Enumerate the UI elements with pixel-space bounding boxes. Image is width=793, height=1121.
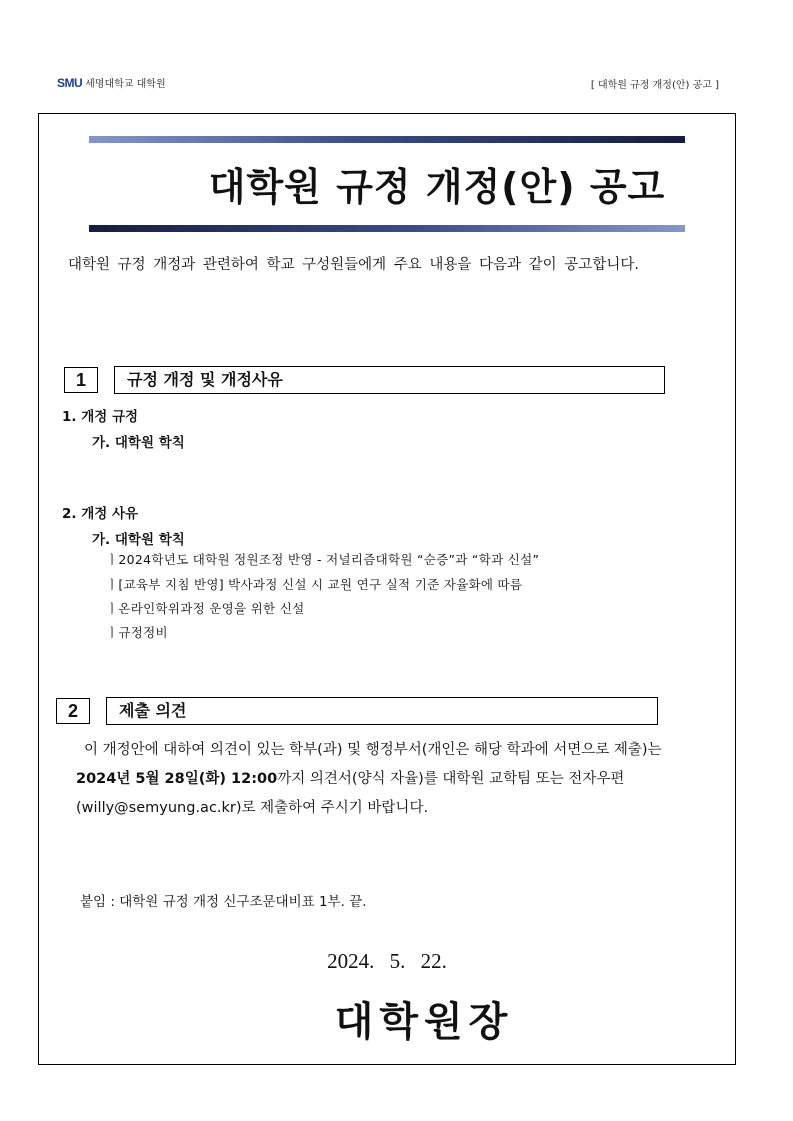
reason-bullet: ㅣ규정정비 xyxy=(106,625,168,640)
reason-bullet: ㅣ온라인학위과정 운영을 위한 신설 xyxy=(106,601,305,616)
page-title: 대학원 규정 개정(안) 공고 xyxy=(208,165,666,209)
university-logo-mark: SMU xyxy=(57,76,83,90)
submission-paragraph xyxy=(76,736,716,823)
attachment-note: 붙임 : 대학원 규정 개정 신구조문대비표 1부. 끝. xyxy=(80,894,367,910)
submission-line xyxy=(76,765,716,794)
section1-number: 1 xyxy=(64,367,98,393)
section1-item1: 1. 개정 규정 xyxy=(62,409,139,425)
reason-bullet: ㅣ2024학년도 대학원 정원조정 반영 - 저널리즘대학원 “순증”과 “학과 신설” xyxy=(106,552,540,567)
submission-line: (willy@semyung.ac.kr)로 제출하여 주시기 바랍니다. xyxy=(76,800,429,816)
notice-date: 2024. 5. 22. xyxy=(327,949,447,973)
document-tag: [ 대학원 규정 개정(안) 공고 ] xyxy=(590,80,719,91)
reason-bullet: ㅣ[교육부 지침 반영] 박사과정 신설 시 교원 연구 실적 기준 자율화에 따름 xyxy=(106,577,523,592)
section1-title: 규정 개정 및 개정사유 xyxy=(114,366,665,394)
intro-paragraph: 대학원 규정 개정과 관련하여 학교 구성원들에게 주요 내용을 다음과 같이 공고합니다. xyxy=(68,257,639,273)
deadline-text: 2024년 5월 28일(화) 12:00 xyxy=(76,771,278,787)
university-name: 세명대학교 대학원 xyxy=(85,79,166,90)
submission-line-rest: 까지 의견서(양식 자율)를 대학원 교학팀 또는 전자우편 xyxy=(277,771,625,787)
header-logo xyxy=(57,75,166,90)
section1-item2: 2. 개정 사유 xyxy=(62,506,139,522)
title-band-top xyxy=(89,136,685,143)
section2-number: 2 xyxy=(56,698,90,724)
section2-title: 제출 의견 xyxy=(106,697,658,725)
section1-item2-sub: 가. 대학원 학칙 xyxy=(92,532,185,548)
title-band-bottom xyxy=(89,225,685,232)
submission-line: 이 개정안에 대하여 의견이 있는 학부(과) 및 행정부서(개인은 해당 학과에 서면으로 제출)는 xyxy=(84,742,662,758)
signature: 대학원장 xyxy=(334,998,514,1045)
section1-item1-sub: 가. 대학원 학칙 xyxy=(92,435,185,451)
